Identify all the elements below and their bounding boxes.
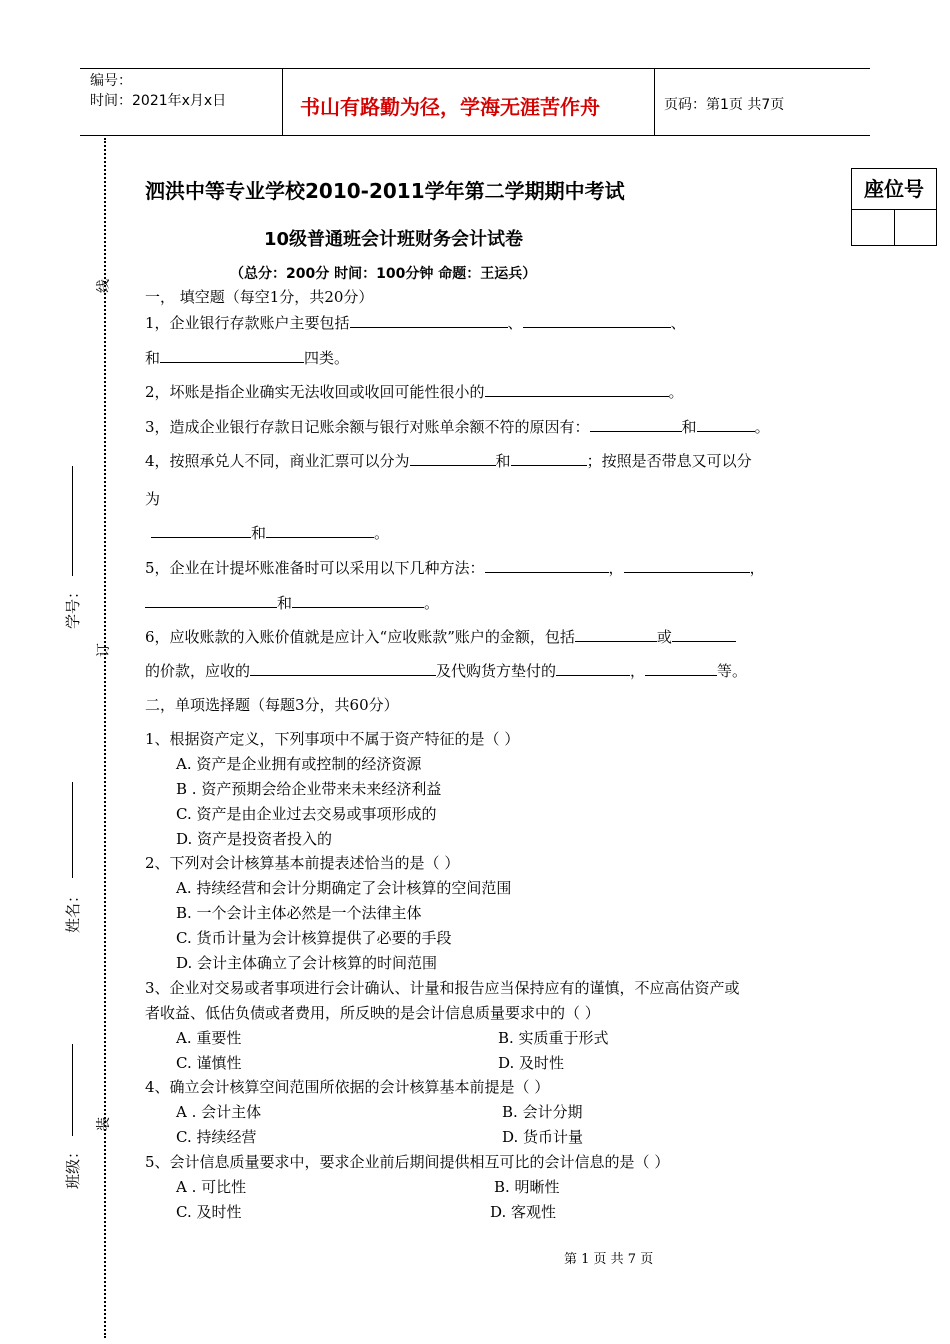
seat-cell-divider bbox=[894, 209, 895, 245]
choice-question-4: 4、确立会计核算空间范围所依据的会计核算基本前提是（ ） bbox=[145, 1078, 550, 1096]
choice-option: A. 资产是企业拥有或控制的经济资源 bbox=[176, 755, 422, 773]
choice-option: C. 资产是由企业过去交易或事项形成的 bbox=[176, 805, 437, 823]
section1-heading: 一， 填空题（每空1分，共20分） bbox=[145, 288, 374, 306]
fill-question-4-cont: 为 bbox=[145, 490, 161, 508]
section2-heading: 二，单项选择题（每题3分，共60分） bbox=[145, 696, 399, 714]
choice-option: A . 可比性 bbox=[176, 1178, 247, 1196]
choice-option: D. 客观性 bbox=[490, 1203, 557, 1221]
choice-option: C. 谨慎性 bbox=[176, 1054, 242, 1072]
page-footer: 第 1 页 共 7 页 bbox=[564, 1252, 654, 1267]
choice-option: D. 会计主体确立了会计核算的时间范围 bbox=[176, 954, 438, 972]
choice-option: A. 重要性 bbox=[176, 1029, 242, 1047]
student-no-rule bbox=[72, 466, 73, 576]
fill-question-6: 6，应收账款的入账价值就是应计入“应收账款”账户的金额，包括 或 bbox=[145, 626, 736, 647]
choice-option: B. 明晰性 bbox=[494, 1178, 560, 1196]
choice-option: D. 货币计量 bbox=[502, 1128, 584, 1146]
time-label: 时间：2021年x月x日 bbox=[90, 93, 227, 109]
choice-question-1: 1、根据资产定义，下列事项中不属于资产特征的是（ ） bbox=[145, 730, 520, 748]
header-divider-left bbox=[282, 68, 283, 135]
fill-question-4: 4，按照承兑人不同，商业汇票可以分为 和 ；按照是否带息又可以分 bbox=[145, 452, 752, 470]
choice-option: C. 及时性 bbox=[176, 1203, 242, 1221]
choice-option: B . 资产预期会给企业带来未来经济利益 bbox=[176, 780, 442, 798]
fill-question-6-cont: 的价款，应收的 及代购货方垫付的 ， 等。 bbox=[145, 662, 748, 680]
choice-option: B. 一个会计主体必然是一个法律主体 bbox=[176, 904, 422, 922]
fill-question-1-cont: 和 四类。 bbox=[145, 349, 350, 367]
class-rule bbox=[72, 1044, 73, 1136]
header-page-info: 页码：第1页 共7页 bbox=[664, 97, 785, 113]
motto: 书山有路勤为径，学海无涯苦作舟 bbox=[300, 95, 600, 119]
seat-number-label: 座位号 bbox=[852, 169, 936, 210]
student-no-label: 学号： bbox=[64, 583, 83, 630]
choice-option: C. 持续经营 bbox=[176, 1128, 257, 1146]
binding-char-bind: 装 bbox=[96, 1117, 112, 1131]
class-label: 班级： bbox=[64, 1143, 83, 1190]
binding-char-line: 线 bbox=[96, 279, 112, 293]
binding-dotted-line bbox=[104, 138, 106, 1338]
exam-title: 泗洪中等专业学校2010-2011学年第二学期期中考试 bbox=[145, 179, 625, 203]
header-bottom-rule bbox=[80, 135, 870, 136]
choice-option: B. 实质重于形式 bbox=[498, 1029, 609, 1047]
seat-number-box bbox=[851, 168, 937, 246]
serial-label: 编号： bbox=[90, 73, 132, 89]
choice-question-3-cont: 者收益、低估负债或者费用，所反映的是会计信息质量要求中的（ ） bbox=[145, 1004, 600, 1022]
choice-option: C. 货币计量为会计核算提供了必要的手段 bbox=[176, 929, 452, 947]
fill-question-1: 1，企业银行存款账户主要包括 、 、 bbox=[145, 314, 686, 332]
header-top-rule bbox=[80, 68, 870, 69]
fill-question-5-cont: 和 。 bbox=[145, 592, 439, 613]
choice-option: D. 资产是投资者投入的 bbox=[176, 830, 333, 848]
name-rule bbox=[72, 782, 73, 878]
binding-char-staple: 订 bbox=[96, 643, 112, 657]
choice-option: B. 会计分期 bbox=[502, 1103, 583, 1121]
choice-question-2: 2、下列对会计核算基本前提表述恰当的是（ ） bbox=[145, 854, 460, 872]
exam-subtitle: 10级普通班会计班财务会计试卷 bbox=[264, 229, 524, 250]
choice-question-3: 3、企业对交易或者事项进行会计确认、计量和报告应当保持应有的谨慎，不应高估资产或 bbox=[145, 979, 740, 997]
choice-option: D. 及时性 bbox=[498, 1054, 565, 1072]
header-divider-right bbox=[654, 68, 655, 135]
fill-question-4-blanks: 和 。 bbox=[151, 522, 389, 543]
choice-option: A. 持续经营和会计分期确定了会计核算的空间范围 bbox=[176, 879, 512, 897]
choice-question-5: 5、会计信息质量要求中，要求企业前后期间提供相互可比的会计信息的是（ ） bbox=[145, 1153, 670, 1171]
fill-question-5: 5，企业在计提坏账准备时可以采用以下几种方法： ， ， bbox=[145, 559, 765, 577]
name-label: 姓名： bbox=[64, 887, 83, 934]
exam-info: （总分：200分 时间：100分钟 命题：王运兵） bbox=[230, 266, 537, 282]
choice-option: A . 会计主体 bbox=[176, 1103, 262, 1121]
fill-question-3: 3，造成企业银行存款日记账余额与银行对账单余额不符的原因有： 和 。 bbox=[145, 418, 770, 436]
fill-question-2: 2，坏账是指企业确实无法收回或收回可能性很小的 。 bbox=[145, 383, 684, 401]
